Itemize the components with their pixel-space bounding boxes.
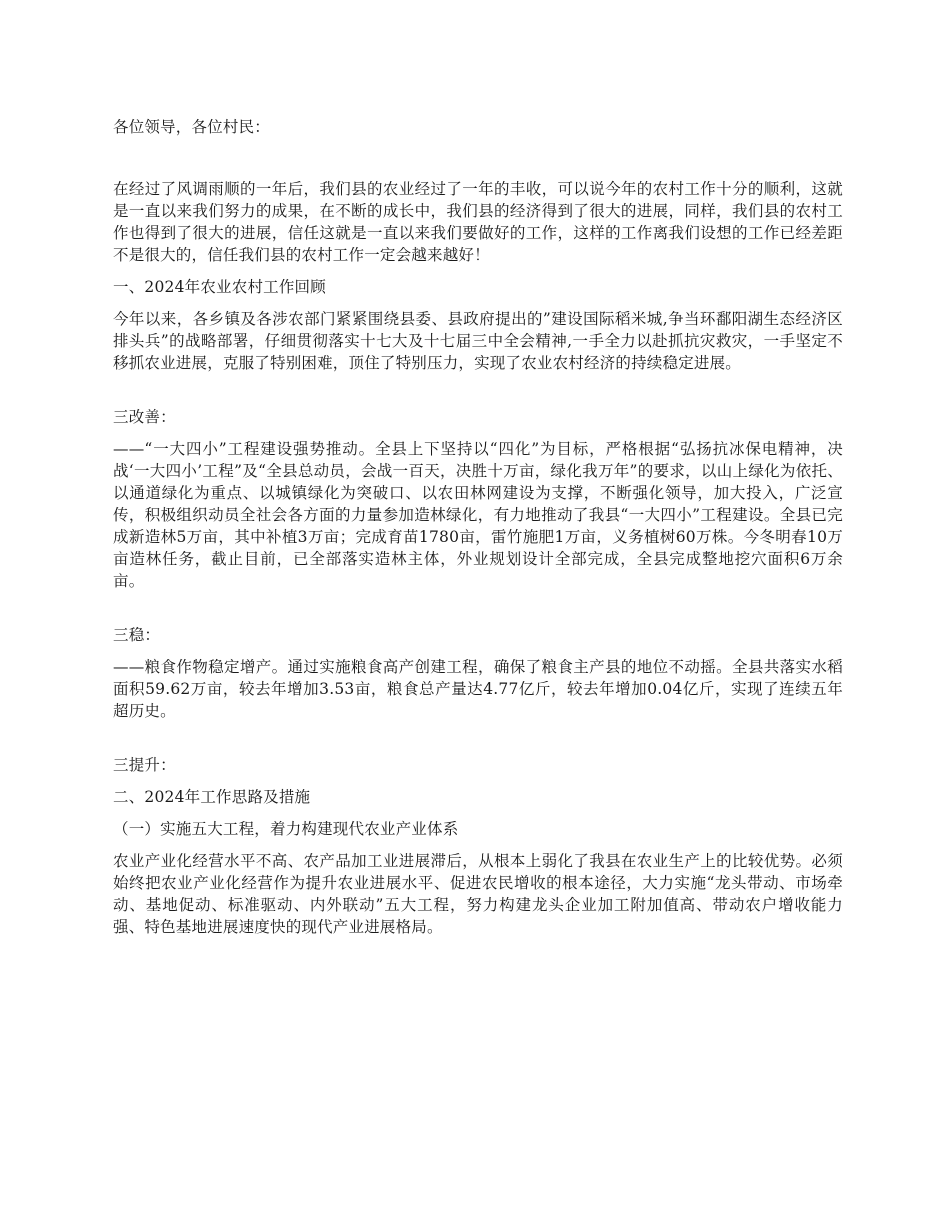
section2-title: 二、2024年工作思路及措施 [113, 788, 311, 806]
section2-subtitle: （一）实施五大工程，着力构建现代农业产业体系 [113, 820, 459, 838]
heading-upgrade: 三提升： [113, 756, 176, 774]
improve-paragraph: ——“一大四小”工程建设强势推动。全县上下坚持以“四化”为目标，严格根据“弘扬抗冰保电精神，决战‘一大四小’工程”及“全县总动员，会战一百天，决胜十万亩，绿化我万年”的要求，以山上绿化为依托、以通道绿化为重点、以城镇绿化为突破口、以农田林网建设为支撑，不断强化领导，加大投入，广泛宣传，积极组织动员全社会各方面的力量参加造林绿化，有力地推动了我县“一大四小”工程建设。全县已完成新造林5万亩，其中补植3万亩；完成育苗1780亩，雷竹施肥1万亩，义务植树60万株。今冬明春10万亩造林任务，截止目前，已全部落实造林主体，外业规划设计全部完成，全县完成整地挖穴面积6万余亩。 [113, 440, 843, 590]
heading-stable: 三稳： [113, 626, 161, 644]
section1-title: 一、2024年农业农村工作回顾 [113, 278, 326, 296]
greeting: 各位领导，各位村民： [113, 118, 271, 136]
heading-improve: 三改善： [113, 408, 176, 426]
document-page [113, 116, 843, 938]
section1-paragraph: 今年以来，各乡镇及各涉农部门紧紧围绕县委、县政府提出的”建设国际稻米城,争当环鄱阳湖生态经济区排头兵”的战略部署，仔细贯彻落实十七大及十七届三中全会精神,一手全力以赴抓抗灾救灾，一手坚定不移抓农业进展，克服了特别困难，顶住了特别压力，实现了农业农村经济的持续稳定进展。 [113, 310, 843, 372]
intro-paragraph: 在经过了风调雨顺的一年后，我们县的农业经过了一年的丰收，可以说今年的农村工作十分的顺利，这就是一直以来我们努力的成果，在不断的成长中，我们县的经济得到了很大的进展，同样，我们县的农村工作也得到了很大的进展，信任这就是一直以来我们要做好的工作，这样的工作离我们设想的工作已经差距不是很大的，信任我们县的农村工作一定会越来越好！ [113, 180, 843, 264]
stable-paragraph: ——粮食作物稳定增产。通过实施粮食高产创建工程，确保了粮食主产县的地位不动摇。全县共落实水稻面积59.62万亩，较去年增加3.53亩，粮食总产量达4.77亿斤，较去年增加0.04亿斤，实现了连续五年超历史。 [113, 658, 843, 720]
section2-paragraph: 农业产业化经营水平不高、农产品加工业进展滞后，从根本上弱化了我县在农业生产上的比较优势。必须始终把农业产业化经营作为提升农业进展水平、促进农民增收的根本途径，大力实施“龙头带动、市场牵动、基地促动、标准驱动、内外联动”五大工程，努力构建龙头企业加工附加值高、带动农户增收能力强、特色基地进展速度快的现代产业进展格局。 [113, 852, 843, 936]
